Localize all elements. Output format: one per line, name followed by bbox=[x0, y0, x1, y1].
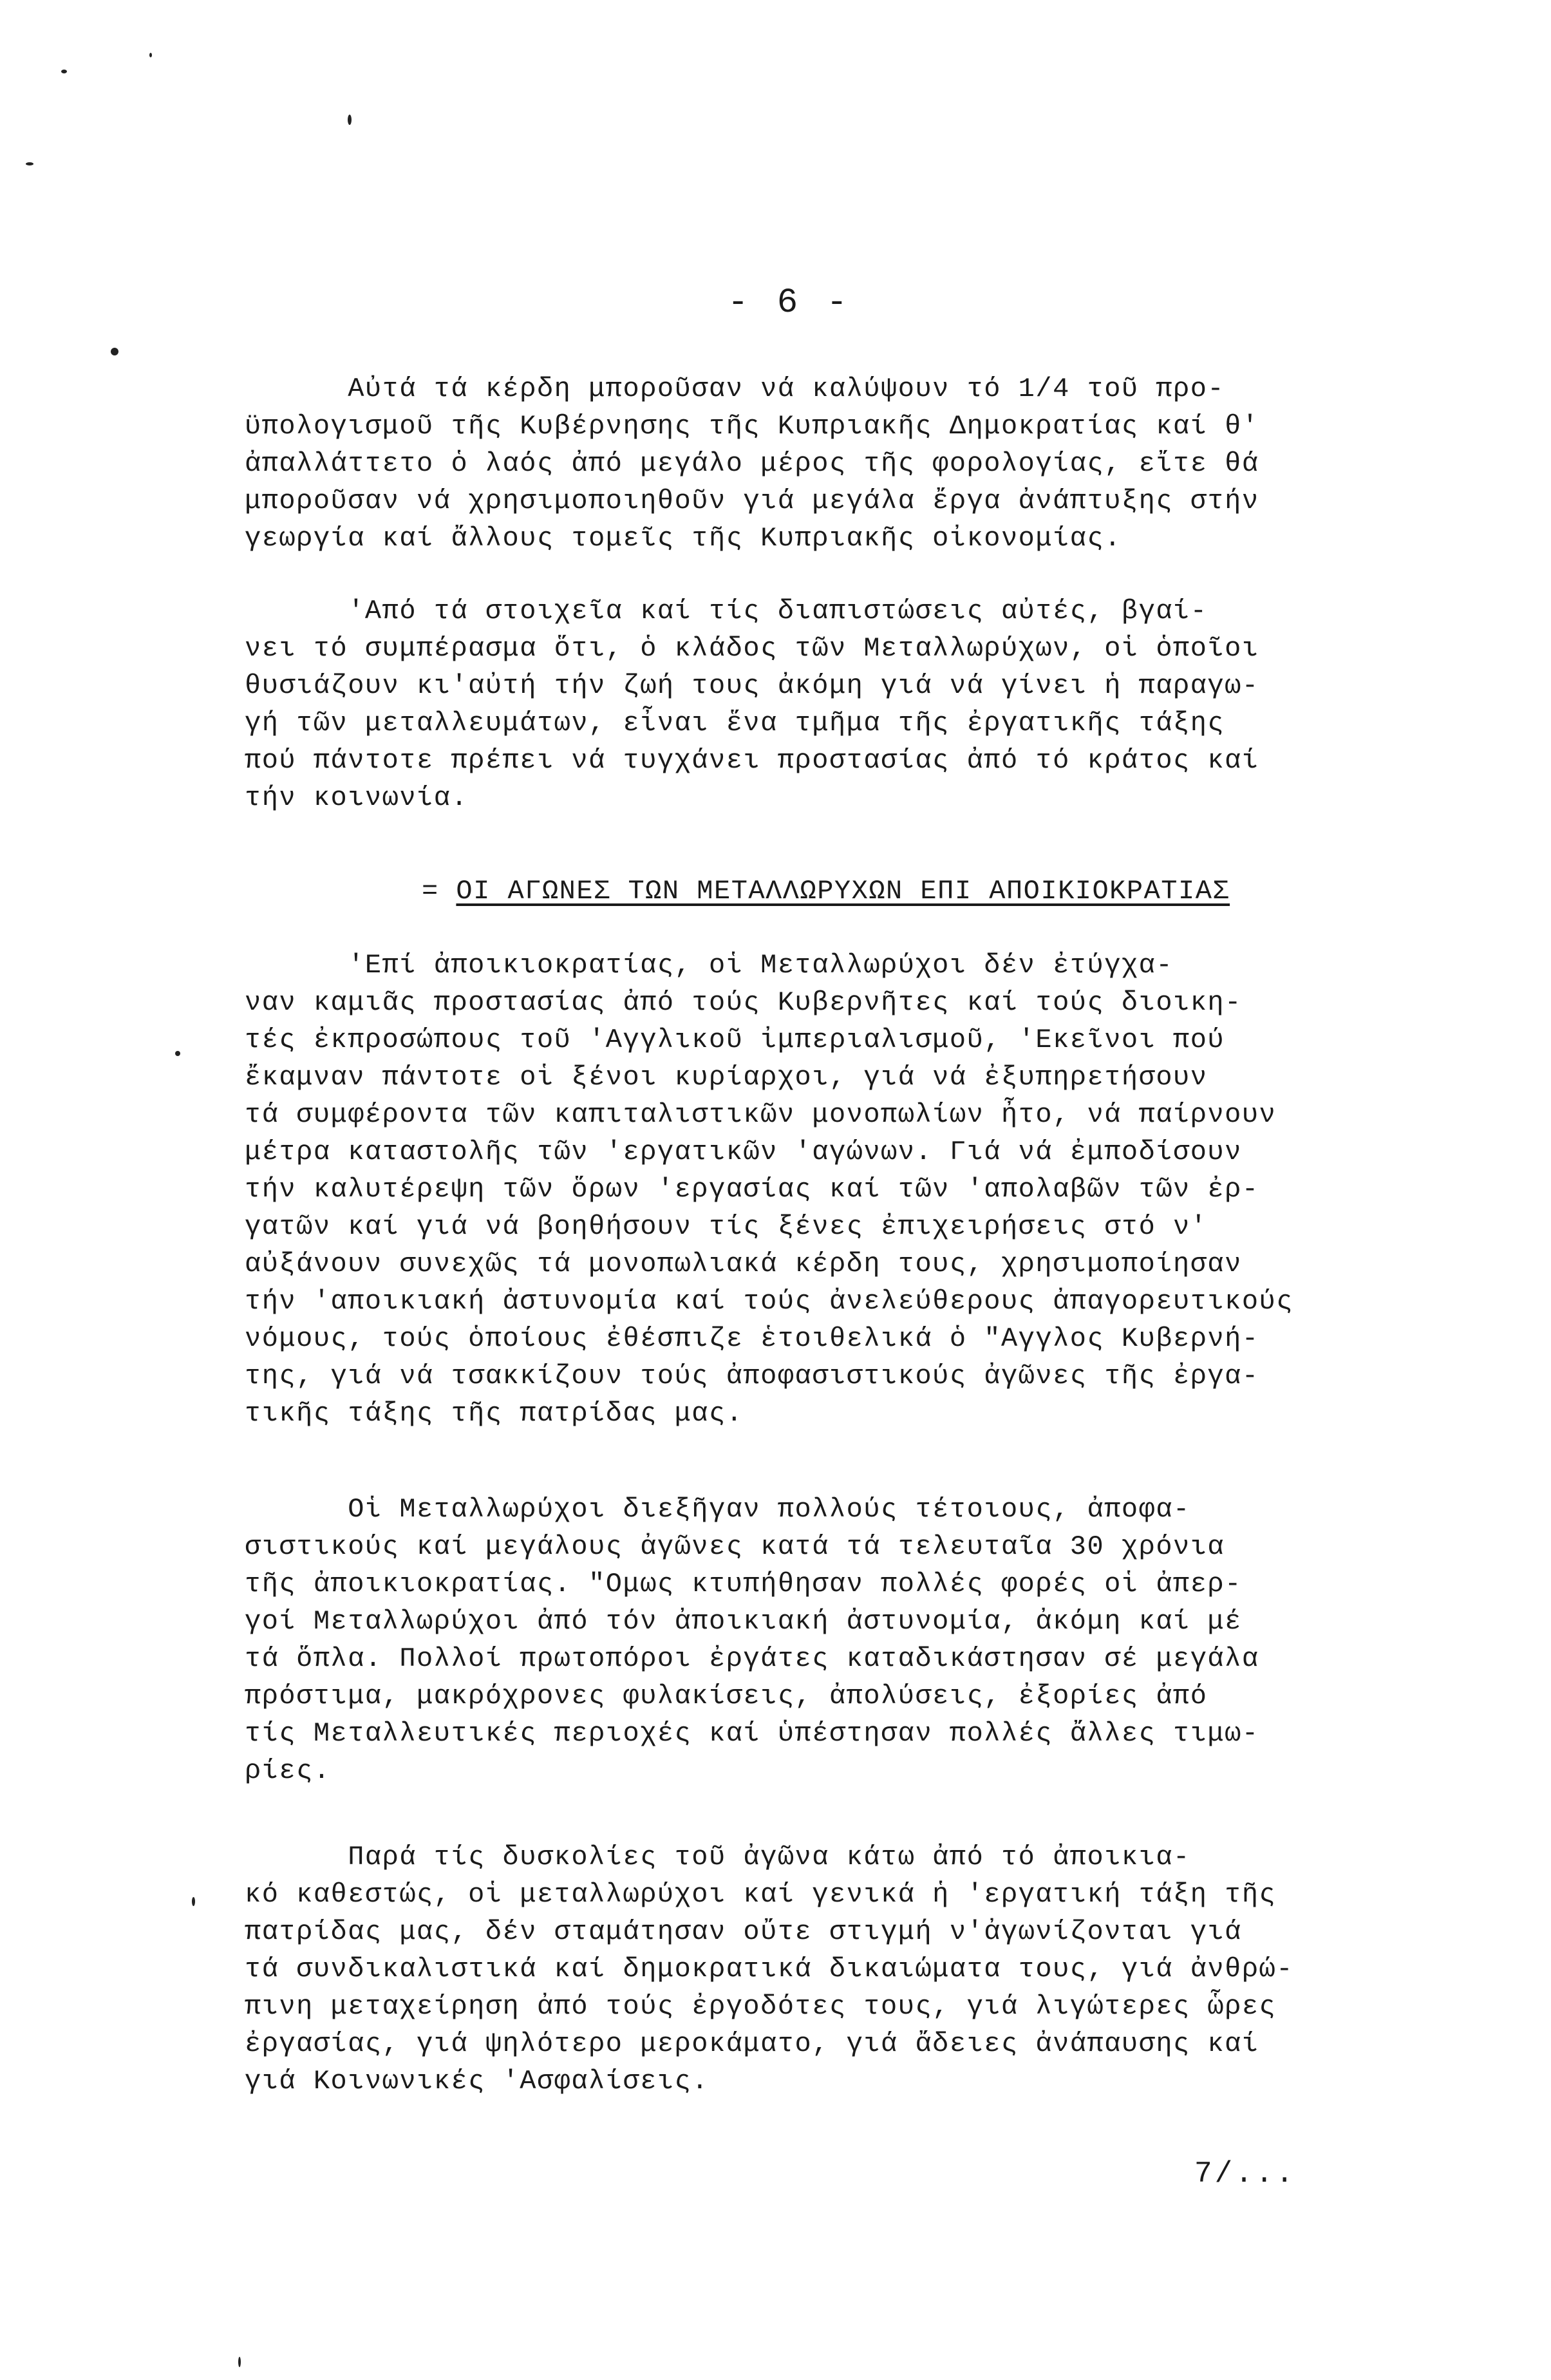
text-line: γιά Κοινωνικές 'Ασφαλίσεις. bbox=[245, 2066, 710, 2097]
scan-speck bbox=[192, 1897, 195, 1906]
text-line: τά συμφέροντα τῶν καπιταλιστικῶν μονοπωλίων ἦτο, νά παίρνουν bbox=[245, 1099, 1277, 1130]
text-line: τῆς ἀποικιοκρατίας. "Ομως κτυπήθησαν πολλές φορές οἱ ἀπερ- bbox=[245, 1569, 1242, 1600]
text-line: τήν κοινωνία. bbox=[245, 782, 469, 813]
scan-speck bbox=[149, 53, 152, 57]
text-line: γοί Μεταλλωρύχοι ἀπό τόν ἀποικιακή ἀστυνομία, ἀκόμη καί μέ bbox=[245, 1606, 1242, 1637]
scan-speck bbox=[348, 115, 352, 125]
text-line: Οἱ Μεταλλωρύχοι διεξῆγαν πολλούς τέτοιους, ἀποφα- bbox=[245, 1494, 1190, 1525]
text-line: γή τῶν μεταλλευμάτων, εἶναι ἕνα τμῆμα τῆς ἐργατικῆς τάξης bbox=[245, 708, 1225, 739]
text-line: ϋπολογισμοῦ τῆς Κυβέρνησης τῆς Κυπριακῆς Δημοκρατίας καί θ' bbox=[245, 411, 1259, 442]
text-line: τικῆς τάξης τῆς πατρίδας μας. bbox=[245, 1398, 744, 1429]
paragraph-5 bbox=[245, 1838, 1455, 2100]
text-line: 'Από τά στοιχεῖα καί τίς διαπιστώσεις αὐτές, βγαί- bbox=[245, 596, 1208, 627]
text-line: θυσιάζουν κι'αὐτή τήν ζωή τους ἀκόμη γιά νά γίνει ἡ παραγω- bbox=[245, 670, 1259, 701]
text-line: νει τό συμπέρασμα ὅτι, ὁ κλάδος τῶν Μεταλλωρύχων, οἱ ὁποῖοι bbox=[245, 633, 1259, 664]
text-line: Παρά τίς δυσκολίες τοῦ ἀγῶνα κάτω ἀπό τό ἀποικια- bbox=[245, 1842, 1190, 1873]
text-line: τήν καλυτέρεψη τῶν ὅρων 'εργασίας καί τῶν 'απολαβῶν τῶν ἐρ- bbox=[245, 1174, 1259, 1205]
text-line: πινη μεταχείρηση ἀπό τούς ἐργοδότες τους, γιά λιγώτερες ὧρες bbox=[245, 1991, 1277, 2022]
text-line: ἀπαλλάττετο ὁ λαός ἀπό μεγάλο μέρος τῆς φορολογίας, εἴτε θά bbox=[245, 448, 1259, 479]
paragraph-1 bbox=[245, 370, 1455, 557]
text-line: ναν καμιᾶς προστασίας ἀπό τούς Κυβερνῆτες καί τούς διοικη- bbox=[245, 987, 1242, 1018]
text-line: ἔκαμναν πάντοτε οἱ ξένοι κυρίαρχοι, γιά νά ἐξυπηρετήσουν bbox=[245, 1062, 1208, 1093]
text-line: 'Επί ἀποικιοκρατίας, οἱ Μεταλλωρύχοι δέν ἐτύγχα- bbox=[245, 950, 1174, 981]
heading-prefix: = bbox=[422, 876, 456, 907]
scan-speck bbox=[26, 162, 33, 165]
scan-speck bbox=[111, 348, 118, 355]
text-line: τίς Μεταλλευτικές περιοχές καί ὑπέστησαν πολλές ἄλλες τιμω- bbox=[245, 1718, 1259, 1749]
text-line: τές ἐκπροσώπους τοῦ 'Αγγλικοῦ ἰμπεριαλισμοῦ, 'Εκεῖνοι πού bbox=[245, 1025, 1225, 1055]
text-line: τά συνδικαλιστικά καί δημοκρατικά δικαιώματα τους, γιά ἀνθρώ- bbox=[245, 1954, 1293, 1985]
text-line: τά ὅπλα. Πολλοί πρωτοπόροι ἐργάτες καταδικάστησαν σέ μεγάλα bbox=[245, 1643, 1259, 1674]
page-continuation: 7/... bbox=[1194, 2157, 1297, 2191]
paragraph-3 bbox=[245, 947, 1455, 1432]
text-line: αὐξάνουν συνεχῶς τά μονοπωλιακά κέρδη τους, χρησιμοποίησαν bbox=[245, 1249, 1242, 1280]
text-line: ρίες. bbox=[245, 1755, 331, 1786]
text-line: νόμους, τούς ὁποίους ἐθέσπιζε ἑτοιθελικά ὁ "Αγγλος Κυβερνή- bbox=[245, 1323, 1259, 1354]
text-line: ἐργασίας, γιά ψηλότερο μεροκάματο, γιά ἄδειες ἀνάπαυσης καί bbox=[245, 2028, 1259, 2059]
paragraph-4 bbox=[245, 1491, 1455, 1790]
page-number: - 6 - bbox=[728, 283, 852, 323]
text-line: τήν 'αποικιακή ἀστυνομία καί τούς ἀνελεύθερους ἀπαγορευτικούς bbox=[245, 1286, 1293, 1317]
paragraph-2 bbox=[245, 592, 1455, 817]
scan-speck bbox=[61, 70, 67, 73]
text-line: γεωργία καί ἄλλους τομεῖς τῆς Κυπριακῆς οἰκονομίας. bbox=[245, 523, 1122, 554]
text-line: πού πάντοτε πρέπει νά τυγχάνει προστασίας ἀπό τό κράτος καί bbox=[245, 745, 1259, 776]
text-line: Αὐτά τά κέρδη μποροῦσαν νά καλύψουν τό 1/4 τοῦ προ- bbox=[245, 373, 1225, 404]
text-line: πατρίδας μας, δέν σταμάτησαν οὔτε στιγμή ν'ἀγωνίζονται γιά bbox=[245, 1916, 1242, 1947]
text-line: μποροῦσαν νά χρησιμοποιηθοῦν γιά μεγάλα ἔργα ἀνάπτυξης στήν bbox=[245, 486, 1259, 516]
heading-title: ΟΙ ΑΓΩΝΕΣ ΤΩΝ ΜΕΤΑΛΛΩΡΥΧΩΝ ΕΠΙ ΑΠΟΙΚΙΟΚΡΑΤΙΑΣ bbox=[456, 876, 1230, 907]
text-line: πρόστιμα, μακρόχρονες φυλακίσεις, ἀπολύσεις, ἐξορίες ἀπό bbox=[245, 1681, 1208, 1712]
text-line: κό καθεστώς, οἱ μεταλλωρύχοι καί γενικά ἡ 'εργατική τάξη τῆς bbox=[245, 1879, 1277, 1910]
text-line: της, γιά νά τσακκίζουν τούς ἀποφασιστικούς ἀγῶνες τῆς ἐργα- bbox=[245, 1361, 1259, 1392]
scan-speck bbox=[175, 1051, 180, 1056]
scan-speck bbox=[238, 2357, 241, 2367]
text-line: μέτρα καταστολῆς τῶν 'εργατικῶν 'αγώνων. Γιά νά ἐμποδίσουν bbox=[245, 1137, 1242, 1167]
text-line: γατῶν καί γιά νά βοηθήσουν τίς ξένες ἐπιχειρήσεις στό ν' bbox=[245, 1211, 1208, 1242]
section-heading bbox=[422, 876, 1230, 907]
text-line: σιστικούς καί μεγάλους ἀγῶνες κατά τά τελευταῖα 30 χρόνια bbox=[245, 1531, 1225, 1562]
